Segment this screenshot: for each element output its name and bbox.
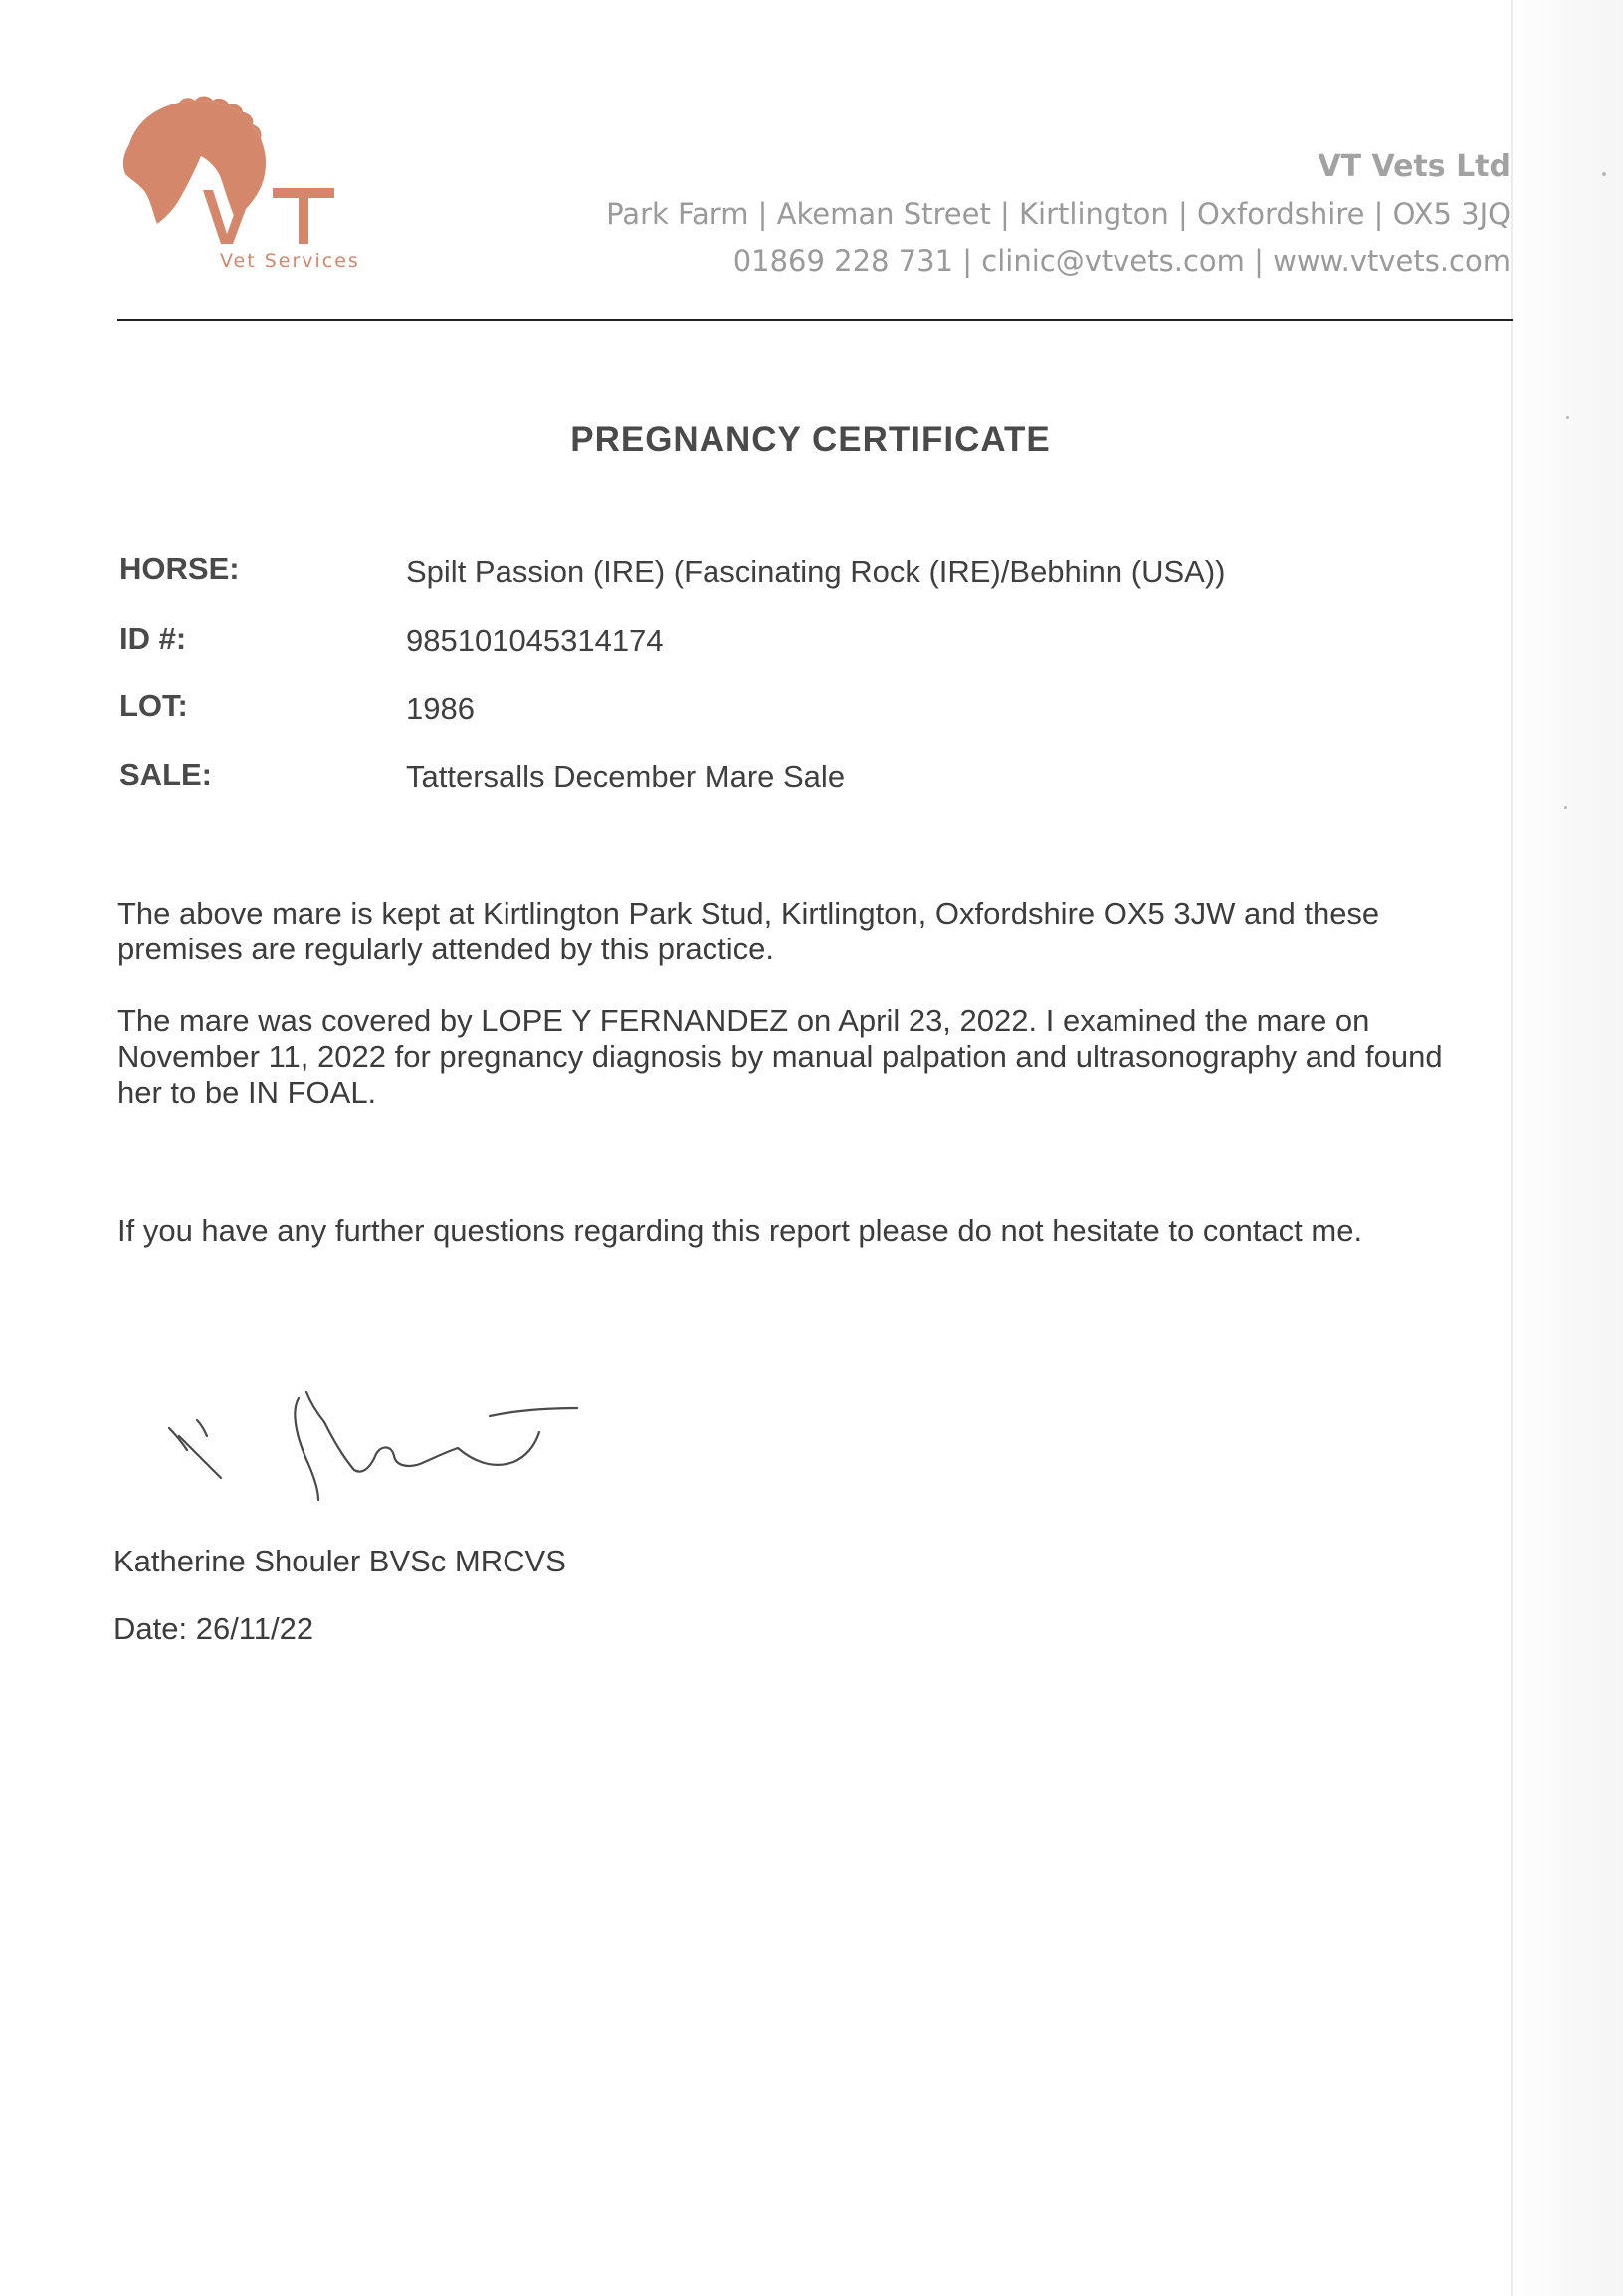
- horse-value: Spilt Passion (IRE) (Fascinating Rock (IRE)/Bebhinn (USA)): [406, 554, 1226, 589]
- diagnosis-paragraph: [117, 1003, 1511, 1111]
- premises-paragraph: [117, 896, 1511, 967]
- diagnosis-line: her to be IN FOAL.: [117, 1075, 377, 1110]
- premises-line: premises are regularly attended by this practice.: [117, 932, 774, 966]
- horse-head-icon: [117, 95, 356, 244]
- sale-label: SALE:: [119, 757, 212, 792]
- id-label: ID #:: [119, 621, 187, 656]
- diagnosis-line: November 11, 2022 for pregnancy diagnosis by manual palpation and ultrasonography and found: [117, 1039, 1443, 1074]
- vt-logo: [117, 95, 376, 284]
- signer-name: Katherine Shouler BVSc MRCVS: [113, 1544, 566, 1578]
- company-name: VT Vets Ltd: [1318, 149, 1511, 184]
- scan-edge-line: [1511, 0, 1513, 2296]
- diagnosis-line: The mare was covered by LOPE Y FERNANDEZ on April 23, 2022. I examined the mare on: [117, 1003, 1370, 1038]
- scan-speck: [1566, 416, 1569, 419]
- handwritten-signature: [159, 1378, 657, 1508]
- id-value: 985101045314174: [406, 623, 664, 658]
- contact-line: If you have any further questions regarding this report please do not hesitate to contact me.: [117, 1213, 1363, 1248]
- contact-paragraph: [117, 1213, 1511, 1249]
- scan-speck: [1602, 172, 1606, 176]
- company-address: Park Farm | Akeman Street | Kirtlington | Oxfordshire | OX5 3JQ: [606, 197, 1511, 231]
- lot-label: LOT:: [119, 688, 188, 723]
- signature-date: Date: 26/11/22: [113, 1611, 314, 1646]
- sale-value: Tattersalls December Mare Sale: [406, 759, 846, 794]
- scan-speck: [1564, 806, 1567, 809]
- lot-value: 1986: [406, 691, 475, 726]
- header-rule: [117, 319, 1513, 321]
- document-title: PREGNANCY CERTIFICATE: [570, 420, 1051, 459]
- horse-label: HORSE:: [119, 551, 240, 586]
- logo-subtitle: Vet Services: [220, 250, 360, 272]
- company-contact: 01869 228 731 | clinic@vtvets.com | www.vtvets.com: [732, 244, 1511, 278]
- scan-edge-shading: [1508, 0, 1623, 2296]
- premises-line: The above mare is kept at Kirtlington Park Stud, Kirtlington, Oxfordshire OX5 3JW and these: [117, 896, 1380, 931]
